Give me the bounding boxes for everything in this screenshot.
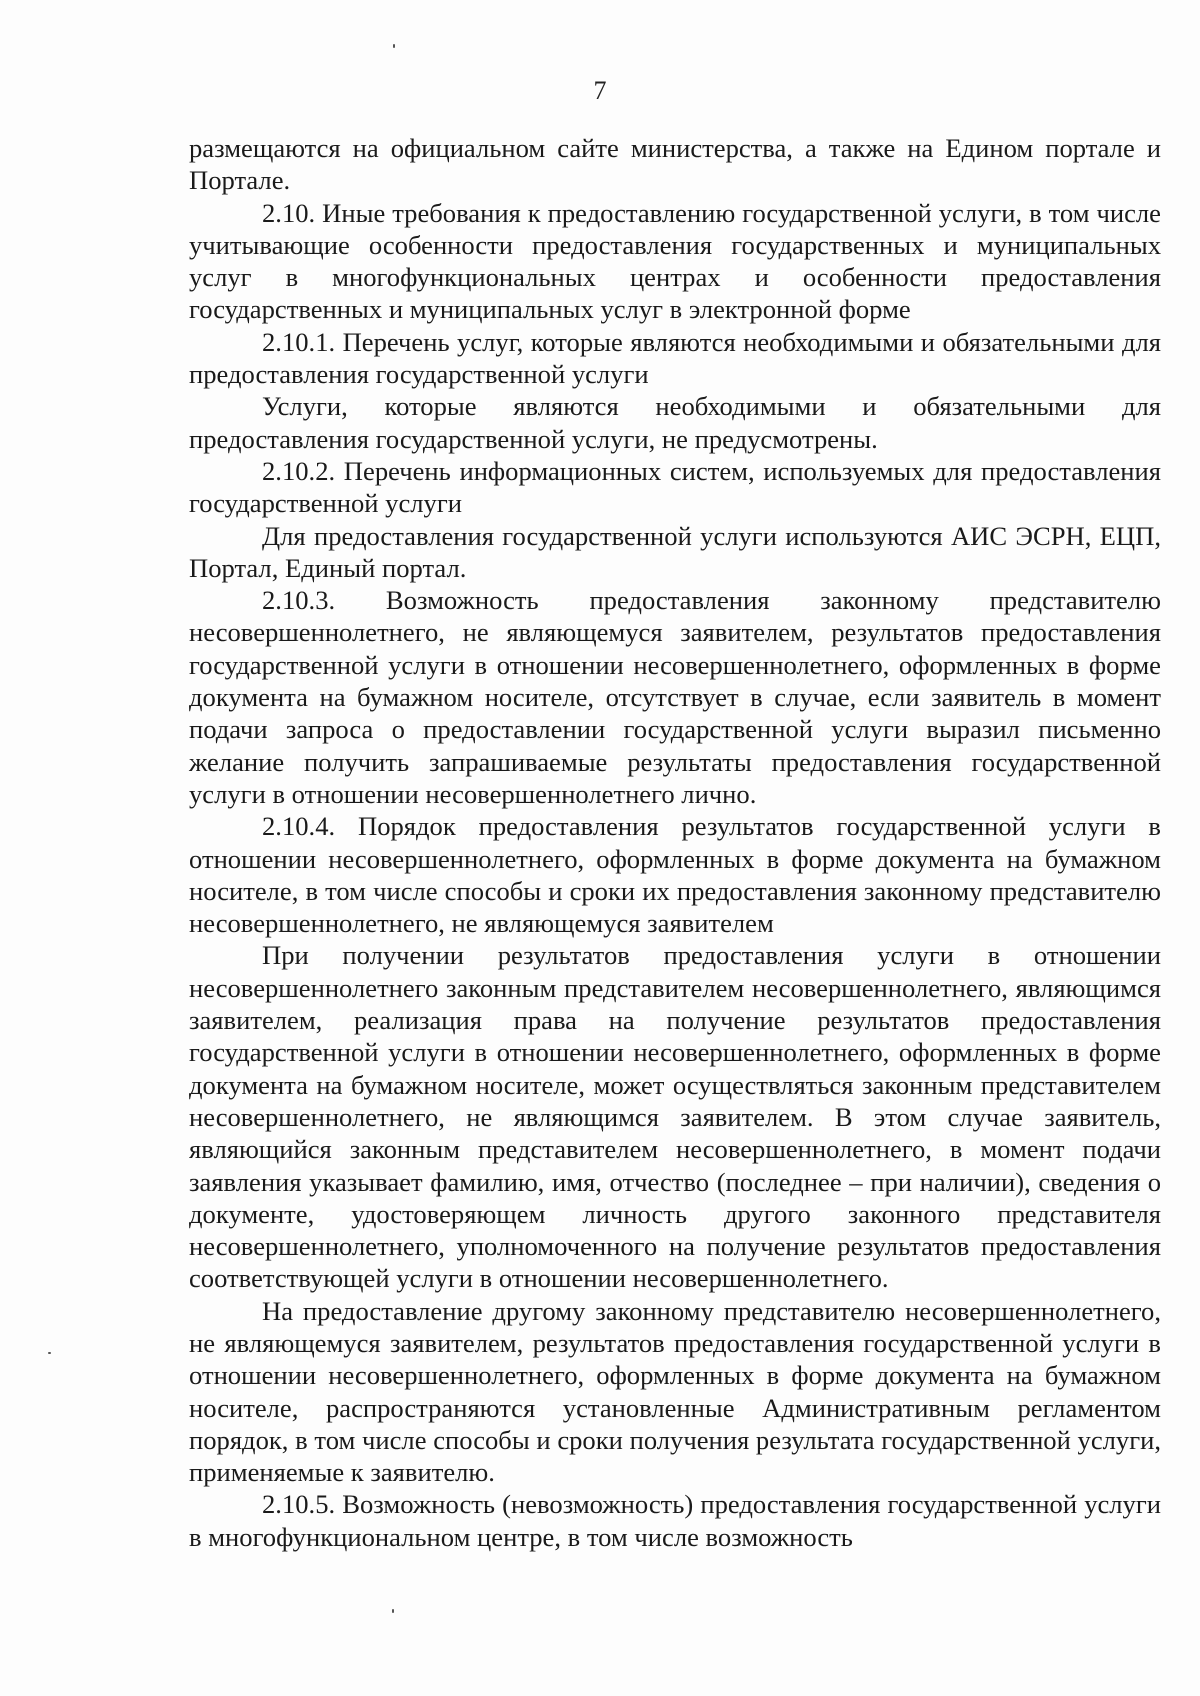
page-number: 7	[593, 76, 607, 105]
paragraph-section-2-10-4: 2.10.4. Порядок предоставления результатов государственной услуги в отношении несовершеннолетнего, оформленных в форме документа на бумажном носителе, в том числе способы и сроки их предоставления законному представителю несовершеннолетнего, не являющемуся заявителем	[189, 811, 1161, 939]
paragraph-section-2-10-1: 2.10.1. Перечень услуг, которые являются необходимыми и обязательными для предоставления государственной услуги	[189, 326, 1161, 390]
paragraph-services-not-provided: Услуги, которые являются необходимыми и обязательными для предоставления государственной услуги, не предусмотрены.	[189, 391, 1161, 454]
scan-speck	[393, 44, 395, 48]
paragraph-section-2-10: 2.10. Иные требования к предоставлению государственной услуги, в том числе учитывающие особенности предоставления государственных и муниципальных услуг в многофункциональных центрах и особенности предоставления государственных и муниципальных услуг в электронной форме	[189, 197, 1161, 325]
paragraph-information-systems: Для предоставления государственной услуги используются АИС ЭСРН, ЕЦП, Портал, Единый портал.	[189, 520, 1161, 583]
paragraph-continuation: размещаются на официальном сайте министерства, а также на Едином портале и Портале.	[189, 133, 1161, 196]
document-body	[189, 132, 1161, 1553]
scan-speck	[48, 1352, 51, 1354]
paragraph-section-2-10-3: 2.10.3. Возможность предоставления законному представителю несовершеннолетнего, не являющемуся заявителем, результатов предоставления государственной услуги в отношении несовершеннолетнего, оформленных в форме документа на бумажном носителе, отсутствует в случае, если заявитель в момент подачи запроса о предоставлении государственной услуги выразил письменно желание получить запрашиваемые результаты предоставления государственной услуги в отношении несовершеннолетнего лично.	[189, 585, 1161, 809]
paragraph-section-2-10-5: 2.10.5. Возможность (невозможность) предоставления государственной услуги в многофункциональном центре, в том числе возможность	[189, 1489, 1161, 1552]
paragraph-section-2-10-2: 2.10.2. Перечень информационных систем, используемых для предоставления государственной услуги	[189, 455, 1161, 519]
paragraph-other-representative: На предоставление другому законному представителю несовершеннолетнего, не являющемуся заявителем, результатов предоставления государственной услуги в отношении несовершеннолетнего, оформленных в форме документа на бумажном носителе, распространяются установленные Административным регламентом порядок, в том числе способы и сроки получения результата государственной услуги, применяемые к заявителю.	[189, 1295, 1161, 1488]
scan-speck	[392, 1609, 394, 1613]
paragraph-results-receipt: При получении результатов предоставления услуги в отношении несовершеннолетнего законным представителем несовершеннолетнего, являющимся заявителем, реализация права на получение результатов предоставления государственной услуги в отношении несовершеннолетнего, оформленных в форме документа на бумажном носителе, может осуществляться законным представителем несовершеннолетнего, не являющимся заявителем. В этом случае заявитель, являющийся законным представителем несовершеннолетнего, в момент подачи заявления указывает фамилию, имя, отчество (последнее – при наличии), сведения о документе, удостоверяющем личность другого законного представителя несовершеннолетнего, уполномоченного на получение результатов предоставления соответствующей услуги в отношении несовершеннолетнего.	[189, 940, 1161, 1294]
